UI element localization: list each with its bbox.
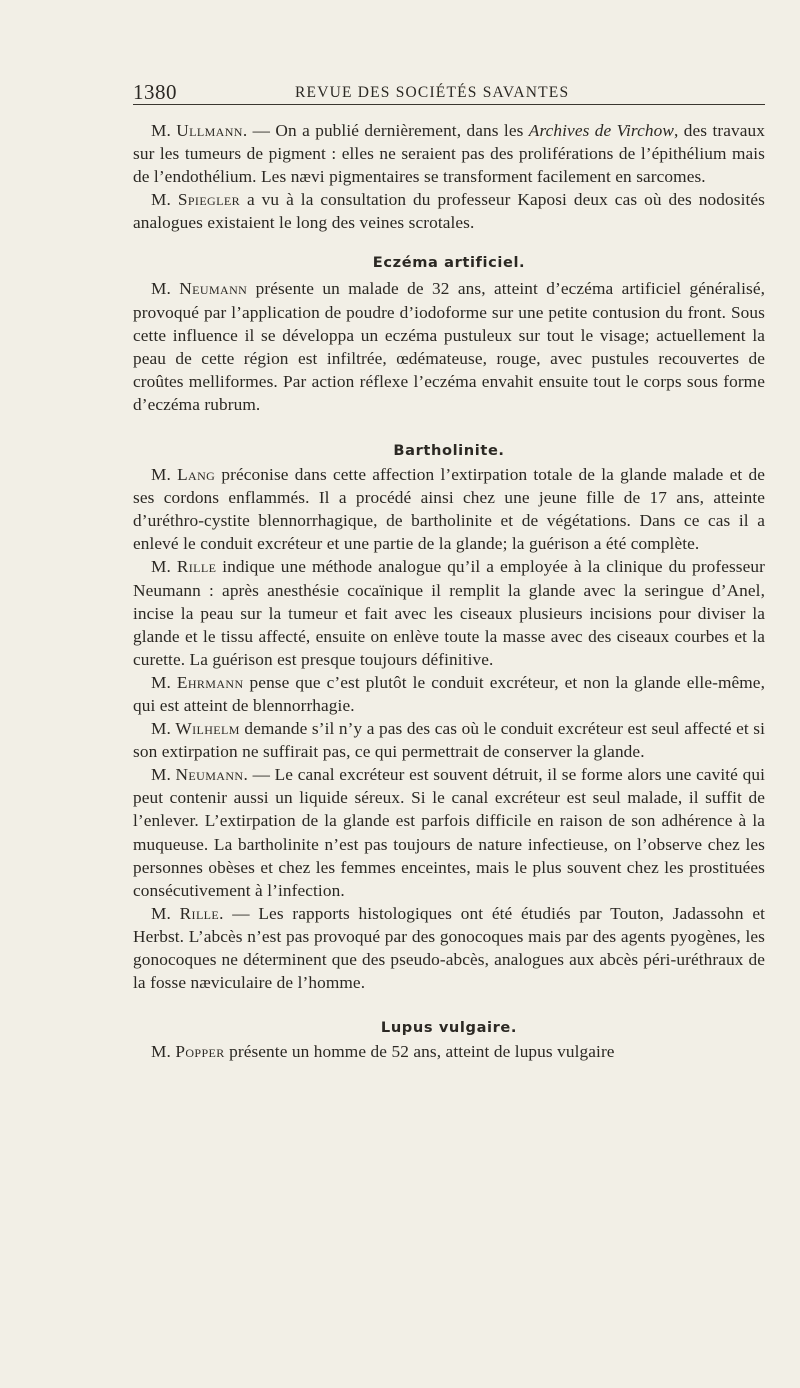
article-body — [133, 119, 765, 1063]
paragraph-prefix: M. — [151, 465, 178, 485]
paragraph-prefix: M. — [151, 1042, 176, 1062]
paragraph-text: demande s’il n’y a pas des cas où le conduit excréteur est seul affecté et si son extirpation ne suffirait pas, ce qui permettrait de conserver la glande. — [133, 719, 765, 762]
paragraph-neumann-eczema — [133, 277, 765, 416]
paragraph-rille-2 — [133, 902, 765, 994]
paragraph-prefix: M. — [151, 279, 180, 299]
paragraph-text: pense que c’est plutôt le conduit excréteur, et non la glande elle-même, qui est atteint de blennorrhagie. — [133, 672, 765, 715]
paragraph-neumann-canal — [133, 763, 765, 902]
section-heading-lupus: Lupus vulgaire. — [380, 1019, 518, 1037]
paragraph-text: a vu à la consultation du professeur Kaposi deux cas où des nodosités analogues existaient le long des veines scrotales. — [133, 190, 765, 233]
paragraph-prefix: M. — [151, 557, 177, 577]
paragraph-prefix: M. — [151, 672, 177, 692]
paragraph-prefix: M. — [151, 719, 176, 739]
paragraph-lang — [133, 463, 765, 555]
paragraph-text: . — Les rapports histologiques ont été étudiés par Touton, Jadassohn et Herbst. L’abcès n’est pas provoqué par des gonocoques mais par des agents pyogènes, les gonocoques ne déterminent que des pseudo-abcès, analogues aux abcès péri-uréthraux de la fosse næviculaire de l’homme. — [133, 903, 766, 993]
paragraph-text: , des travaux sur les tumeurs de pigment : elles ne seraient pas des proliférations de l’épithélium mais de l’endothélium. Les nævi pigmentaires se transforment facilement en sarcomes. — [133, 121, 765, 187]
paragraph-text: présente un malade de 32 ans, atteint d’eczéma artificiel généralisé, provoqué par l’application de poudre d’iodoforme sur une petite contusion du front. Sous cette influence il se développa un eczéma pustuleux sur tout le visage; actuellement la peau de cette région est infiltrée, œdémateuse, rouge, avec pustules recouvertes de croûtes melliformes. Par action réflexe l’eczéma envahit ensuite tout le corps sous forme d’eczéma rubrum. — [133, 279, 766, 414]
speaker-name: Lang — [177, 465, 216, 485]
paragraph-prefix: M. — [151, 765, 176, 785]
speaker-name: Neumann — [179, 279, 248, 299]
section-heading-bartholinite: Bartholinite. — [393, 442, 505, 460]
speaker-name: Popper — [175, 1042, 225, 1062]
running-header — [133, 70, 765, 105]
journal-title: REVUE DES SOCIÉTÉS SAVANTES — [295, 84, 570, 101]
section-heading-eczema: Eczéma artificiel. — [372, 254, 526, 272]
paragraph-prefix: M. — [151, 903, 180, 923]
paragraph-prefix: M. — [151, 121, 177, 140]
speaker-name: Neumann — [175, 765, 244, 785]
paragraph-popper — [133, 1040, 765, 1063]
paragraph-text: préconise dans cette affection l’extirpation totale de la glande malade et de ses cordons enflammés. Il a procédé ainsi chez une jeune fille de 17 ans, atteinte d’uréthro-cystite blennorrhagique, de bartholinite et de végétations. Dans ce cas il a enlevé le conduit excréteur et une partie de la glande; la guérison a été complète. — [133, 465, 765, 554]
paragraph-text: . — On a publié dernièrement, dans les — [242, 121, 529, 140]
paragraph-text: indique une méthode analogue qu’il a employée à la clinique du professeur Neumann : après anesthésie cocaïnique il remplit la glande avec la seringue d’Anel, incise la peau sur la tumeur et fait avec les ciseaux plusieurs incisions pour diviser la glande et le tissu affecté, ensuite on enlève toute la masse avec des ciseaux courbes et la curette. La guérison est presque toujours définitive. — [133, 557, 765, 669]
paragraph-ullmann — [133, 119, 765, 188]
paragraph-ehrmann — [133, 671, 765, 717]
speaker-name: Rille — [176, 557, 217, 577]
speaker-name: Rille — [179, 903, 220, 923]
page-number: 1380 — [133, 80, 177, 104]
paragraph-text: présente un homme de 52 ans, atteint de lupus vulgaire — [224, 1042, 615, 1062]
paragraph-spiegler — [133, 188, 765, 234]
paragraph-rille-1 — [133, 555, 765, 670]
speaker-name: Spiegler — [177, 190, 240, 210]
speaker-name: Ullmann — [176, 121, 243, 140]
speaker-name: Ehrmann — [176, 672, 244, 692]
document-page — [133, 70, 765, 1063]
paragraph-prefix: M. — [151, 190, 178, 210]
paragraph-wilhelm — [133, 717, 765, 763]
italic-citation: Archives de Virchow — [528, 121, 674, 140]
speaker-name: Wilhelm — [175, 719, 240, 739]
paragraph-text: . — Le canal excréteur est souvent détruit, il se forme alors une cavité qui peut contenir aussi un liquide séreux. Si le canal excréteur est seul malade, il suffit de l’enlever. L’extirpation de la glande est parfois difficile en raison de son adhérence à la muqueuse. La bartholinite n’est pas toujours de nature infectieuse, on l’observe chez les personnes obèses et chez les femmes enceintes, mais le plus souvent chez les prostituées consécutivement à l’infection. — [133, 765, 765, 900]
